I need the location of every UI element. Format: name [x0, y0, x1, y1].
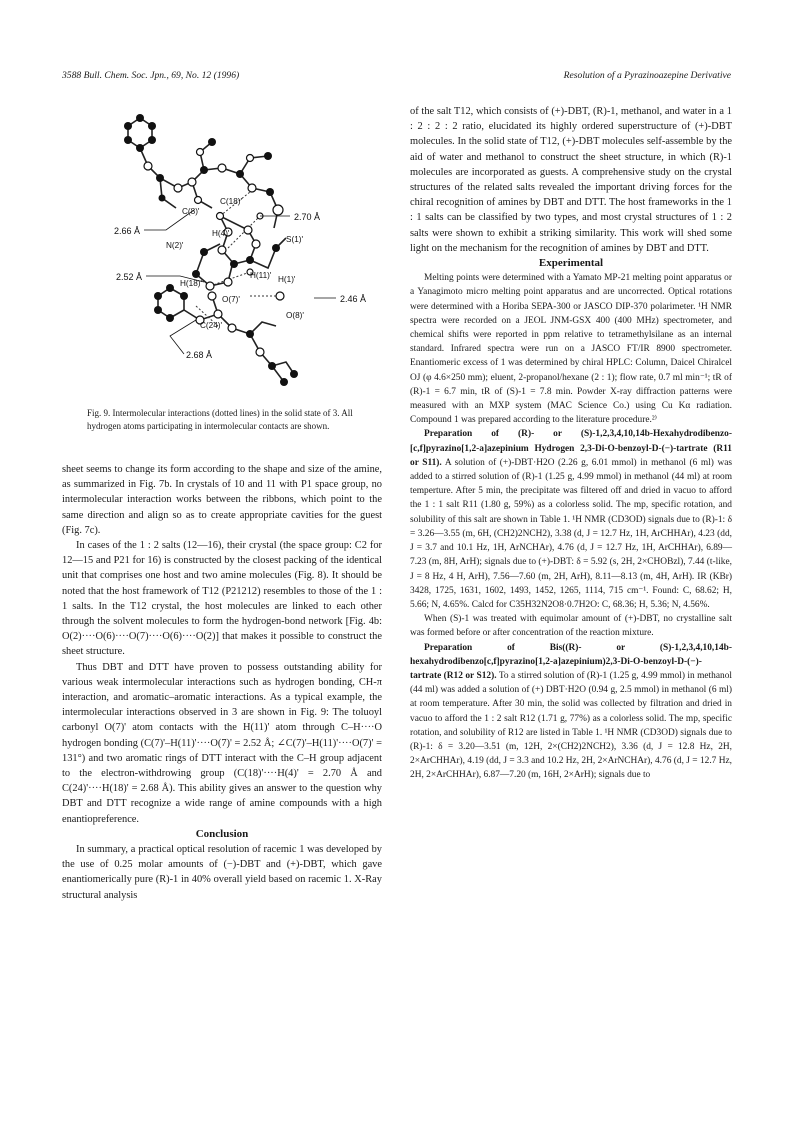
running-header-right: Resolution of a Pyrazinoazepine Derivative [563, 70, 731, 81]
label-c8: C(8)' [182, 207, 200, 216]
paragraph-with-title [410, 641, 732, 783]
distance-labels [114, 212, 366, 360]
paragraph: Melting points were determined with a Yamato MP-21 melting point apparatus or a Yanagimoto micro melting point apparatus and are uncorrected. Optical rotations were determined with a Horiba SEPA-300 or JASCO DIP-370 polarimeter. ¹H NMR spectra were recorded on a JEOL JNM-GSX 400 (400 MHz) spectrometer, and chemical shifts were reported in ppm relative to tetramethylsilane as an internal standard. Infrared spectra were run on a JASCO FT/IR 8900 spectrometer. Enantiomeric excess of 1 was determined by chiral HPLC: Column, Daicel Chiralcel OJ (φ 4.6×250 mm); eluent, 2-propanol/hexane (2 : 1); flow rate, 0.7 ml min⁻¹; tR of (R)-1 = 6.7 min, tR of (S)-1 = 7.8 min. Powder X-ray diffraction patterns were measured with an MXP system (MAC Science Co.) using Cu Kα radiation. Compound 1 was prepared according to the literature procedure.²⁾ [410, 273, 732, 426]
procedure-text: To a stirred solution of (R)-1 (1.25 g, 4.99 mmol) in methanol (44 ml) was added a solution of (+) DBT·H2O (0.94 g, 2.5 mmol) in methanol (6 ml) at room temperature. After 30 min, the solid was collected by filtration and dried in vacuo to afford the 1 : 2 salt R12 (1.71 g, 77%) as a colorless solid. The mp, specific rotation, and solubility of R12 are listed in Table 1. ¹H NMR (CD3OD) signals due to (R)-1: δ = 3.20—3.51 (m, 12H, 2×(CH2)2NCH2), 3.36 (d, J = 12.8 Hz, 2H, 2×ArCHHAr), 4.19 (dd, J = 3.3 and 10.2 Hz, 2H, 2×ArNCHAr), 4.76 (d, J = 12.7 Hz, 2H, 2×ArCHHAr), 6.87—7.20 (m, 16H, 2×ArH); signals due to [410, 670, 732, 781]
atoms [124, 114, 298, 386]
paragraph: In summary, a practical optical resolution of racemic 1 was developed by the use of 0.25 molar amounts of (−)-DBT and (+)-DBT, which gave enantiomerically pure (R)-1 in 40% overall yield based on racemic 1. X-Ray structural analysis [62, 844, 382, 901]
label-h11: H(11)' [250, 271, 272, 280]
procedure-text: A solution of (+)-DBT·H2O (2.26 g, 6.01 mmol) in methanol (6 ml) was added to a stirred solution of (R)-1 (1.25 g, 4.99 mmol) in methanol (44 ml) at room temperture. After 5 min, the precipitate was filtered off and dried in vacuo to afford the 1 : 1 salt R11 (1.80 g, 59%) as a colorless solid. The mp, specific rotation, and solubility of this salt are shown in Table 1. ¹H NMR (CD3OD) signals due to (R)-1: δ = 3.26—3.55 (m, 6H, (CH2)2NCH2), 3.38 (d, J = 12.7 Hz, 1H, ArCHHAr), 4.23 (dd, J = 3.7 and 10.1 Hz, 1H, ArNCHAr), 4.76 (d, J = 12.7 Hz, 1H, ArCHHAr), 6.89—7.23 (m, 8H, ArH); signals due to (+)-DBT: δ = 5.92 (s, 2H, 2×CHOBzl), 7.44 (t-like, J = 8 Hz, 4 H, ArH), 7.56—7.60 (m, 2H, ArH), 8.11—8.13 (m, 4H, ArH). IR (KBr) 3428, 1725, 1631, 1602, 1493, 1452, 1265, 1114, 715 cm⁻¹. Found: C, 68.62; H, 5.66; N, 4.65%. Calcd for C35H32N2O8·0.7H2O: C, 68.36; H, 5.36; N, 4.56%. [410, 457, 733, 610]
procedure-title: Preparation of Bis((R)- or (S)-1,2,3,4,10,14b-hexahydrodibenzo[c,f]pyrazino[1,2-a]azepinium)2,3-Di-O-benzoyl-D-(−)-tartrate (R12 or S12). [410, 642, 732, 681]
paragraph: When (S)-1 was treated with equimolar amount of (+)-DBT, no crystalline salt was formed before or after concentration of the reaction mixture. [410, 614, 732, 639]
procedure-title: Preparation of (R)- or (S)-1,2,3,4,10,14b-Hexahydrodibenzo-[c,f]pyrazino[1,2-a]azepinium Hydrogen 2,3-Di-O-benzoyl-D-(−)-tartrate (R11 or S11). [410, 429, 732, 468]
distance-leaders [144, 210, 336, 354]
section-heading-conclusion: Conclusion [195, 827, 249, 840]
label-h1: H(1)' [278, 275, 296, 284]
distance-2-46: 2.46 Å [340, 294, 367, 304]
right-column [410, 104, 732, 783]
paragraph: of the salt T12, which consists of (+)-DBT, (R)-1, methanol, and water in a 1 : 2 : 2 : 2 ratio, elucidated its highly ordered superstructure of (+)-DBT molecules. In the solid state of T12, (+)-DBT molecules self-assemble by the aid of water and methanol to construct the sheet structure, in which (R)-1 molecules are incorporated as guests. A comprehensive study on the crystal structures of the related salts revealed the important driving forces for the chiral recognition of amines by DBT and DTT. The host frameworks in the 1 : 1 salts can be classified by two types, and most crystal structures of 1 : 2 salts were shown to exhibit a striking similarity. This work will shed some light on the mechanism for the recognition of amines by DBT and DTT. [410, 106, 732, 254]
paragraph: Thus DBT and DTT have proven to possess outstanding ability for various weak intermolecular interactions such as hydrogen bonding, CH-π interaction, and aromatic–aromatic interactions. As a typical example, the intermolecular interactions observed in 3 are shown in Fig. 9: The toluoyl carbonyl O(7)' atom contacts with the H(11)' atom through C–H····O hydrogen bonding (C(7)'–H(11)'····O(7)' = 2.52 Å; ∠C(7)'–H(11)'····O(7)' = 131°) and two aromatic rings of DTT interact with the C–H group adjacent to the electron-withdrowing group (C(18)'····H(4)' = 2.70 Å and C(24)'····H(18)' = 2.68 Å). This ability gives an answer to the question why DBT and DTT recognize a wide range of amine compounds with a high enantiopreference. [62, 661, 382, 825]
label-h4: H(4)' [212, 229, 230, 238]
distance-2-66: 2.66 Å [114, 226, 141, 236]
figure-9-molecular-structure [100, 96, 370, 401]
hbond-dotted-lines [196, 192, 280, 326]
paragraph: sheet seems to change its form according to the shape and size of the amine, as summarized in Fig. 7b. In crystals of 10 and 11 with P1 space group, no intermolecular interaction works between the ribbons, which point to the same direction and align so as to create appropriate cavities for the guest (Fig. 7c). [62, 464, 382, 536]
distance-2-68: 2.68 Å [186, 350, 213, 360]
distance-2-52: 2.52 Å [116, 272, 143, 282]
label-h18: H(18)' [180, 279, 203, 288]
paragraph: In cases of the 1 : 2 salts (12—16), their crystal (the space group: C2 for 12—15 and P21 for 16) is constructed by the closest packing of the identical unit that comprises one host and two amine molecules (Fig. 8). It should be noted that the host framework of T12 (P21212) resembles to those of the 1 : 1 salts. In the T12 crystal, the host molecules are linked to each other through the solvent molecules to form the hydrogen-bond network [Fig. 4b: O(2)····O(6)····O(7)····O(6)····O(2)] that makes it possible to construct the sheet structure. [62, 540, 382, 658]
label-c24: C(24)' [200, 321, 223, 330]
section-heading-experimental: Experimental [538, 257, 604, 270]
label-n2: N(2)' [166, 241, 184, 250]
label-o8: O(8)' [286, 311, 304, 320]
left-column [62, 462, 382, 903]
label-o7: O(7)' [222, 295, 240, 304]
paragraph-with-title [410, 427, 732, 612]
label-c18: C(18)' [220, 197, 243, 206]
label-s1: S(1)' [286, 235, 304, 244]
distance-2-70: 2.70 Å [294, 212, 321, 222]
running-header-left: 3588 Bull. Chem. Soc. Jpn., 69, No. 12 (1996) [62, 70, 240, 81]
figure-9-caption: Fig. 9. Intermolecular interactions (dotted lines) in the solid state of 3. All hydrogen atoms participating in intermolecular contacts are shown. [87, 408, 353, 431]
